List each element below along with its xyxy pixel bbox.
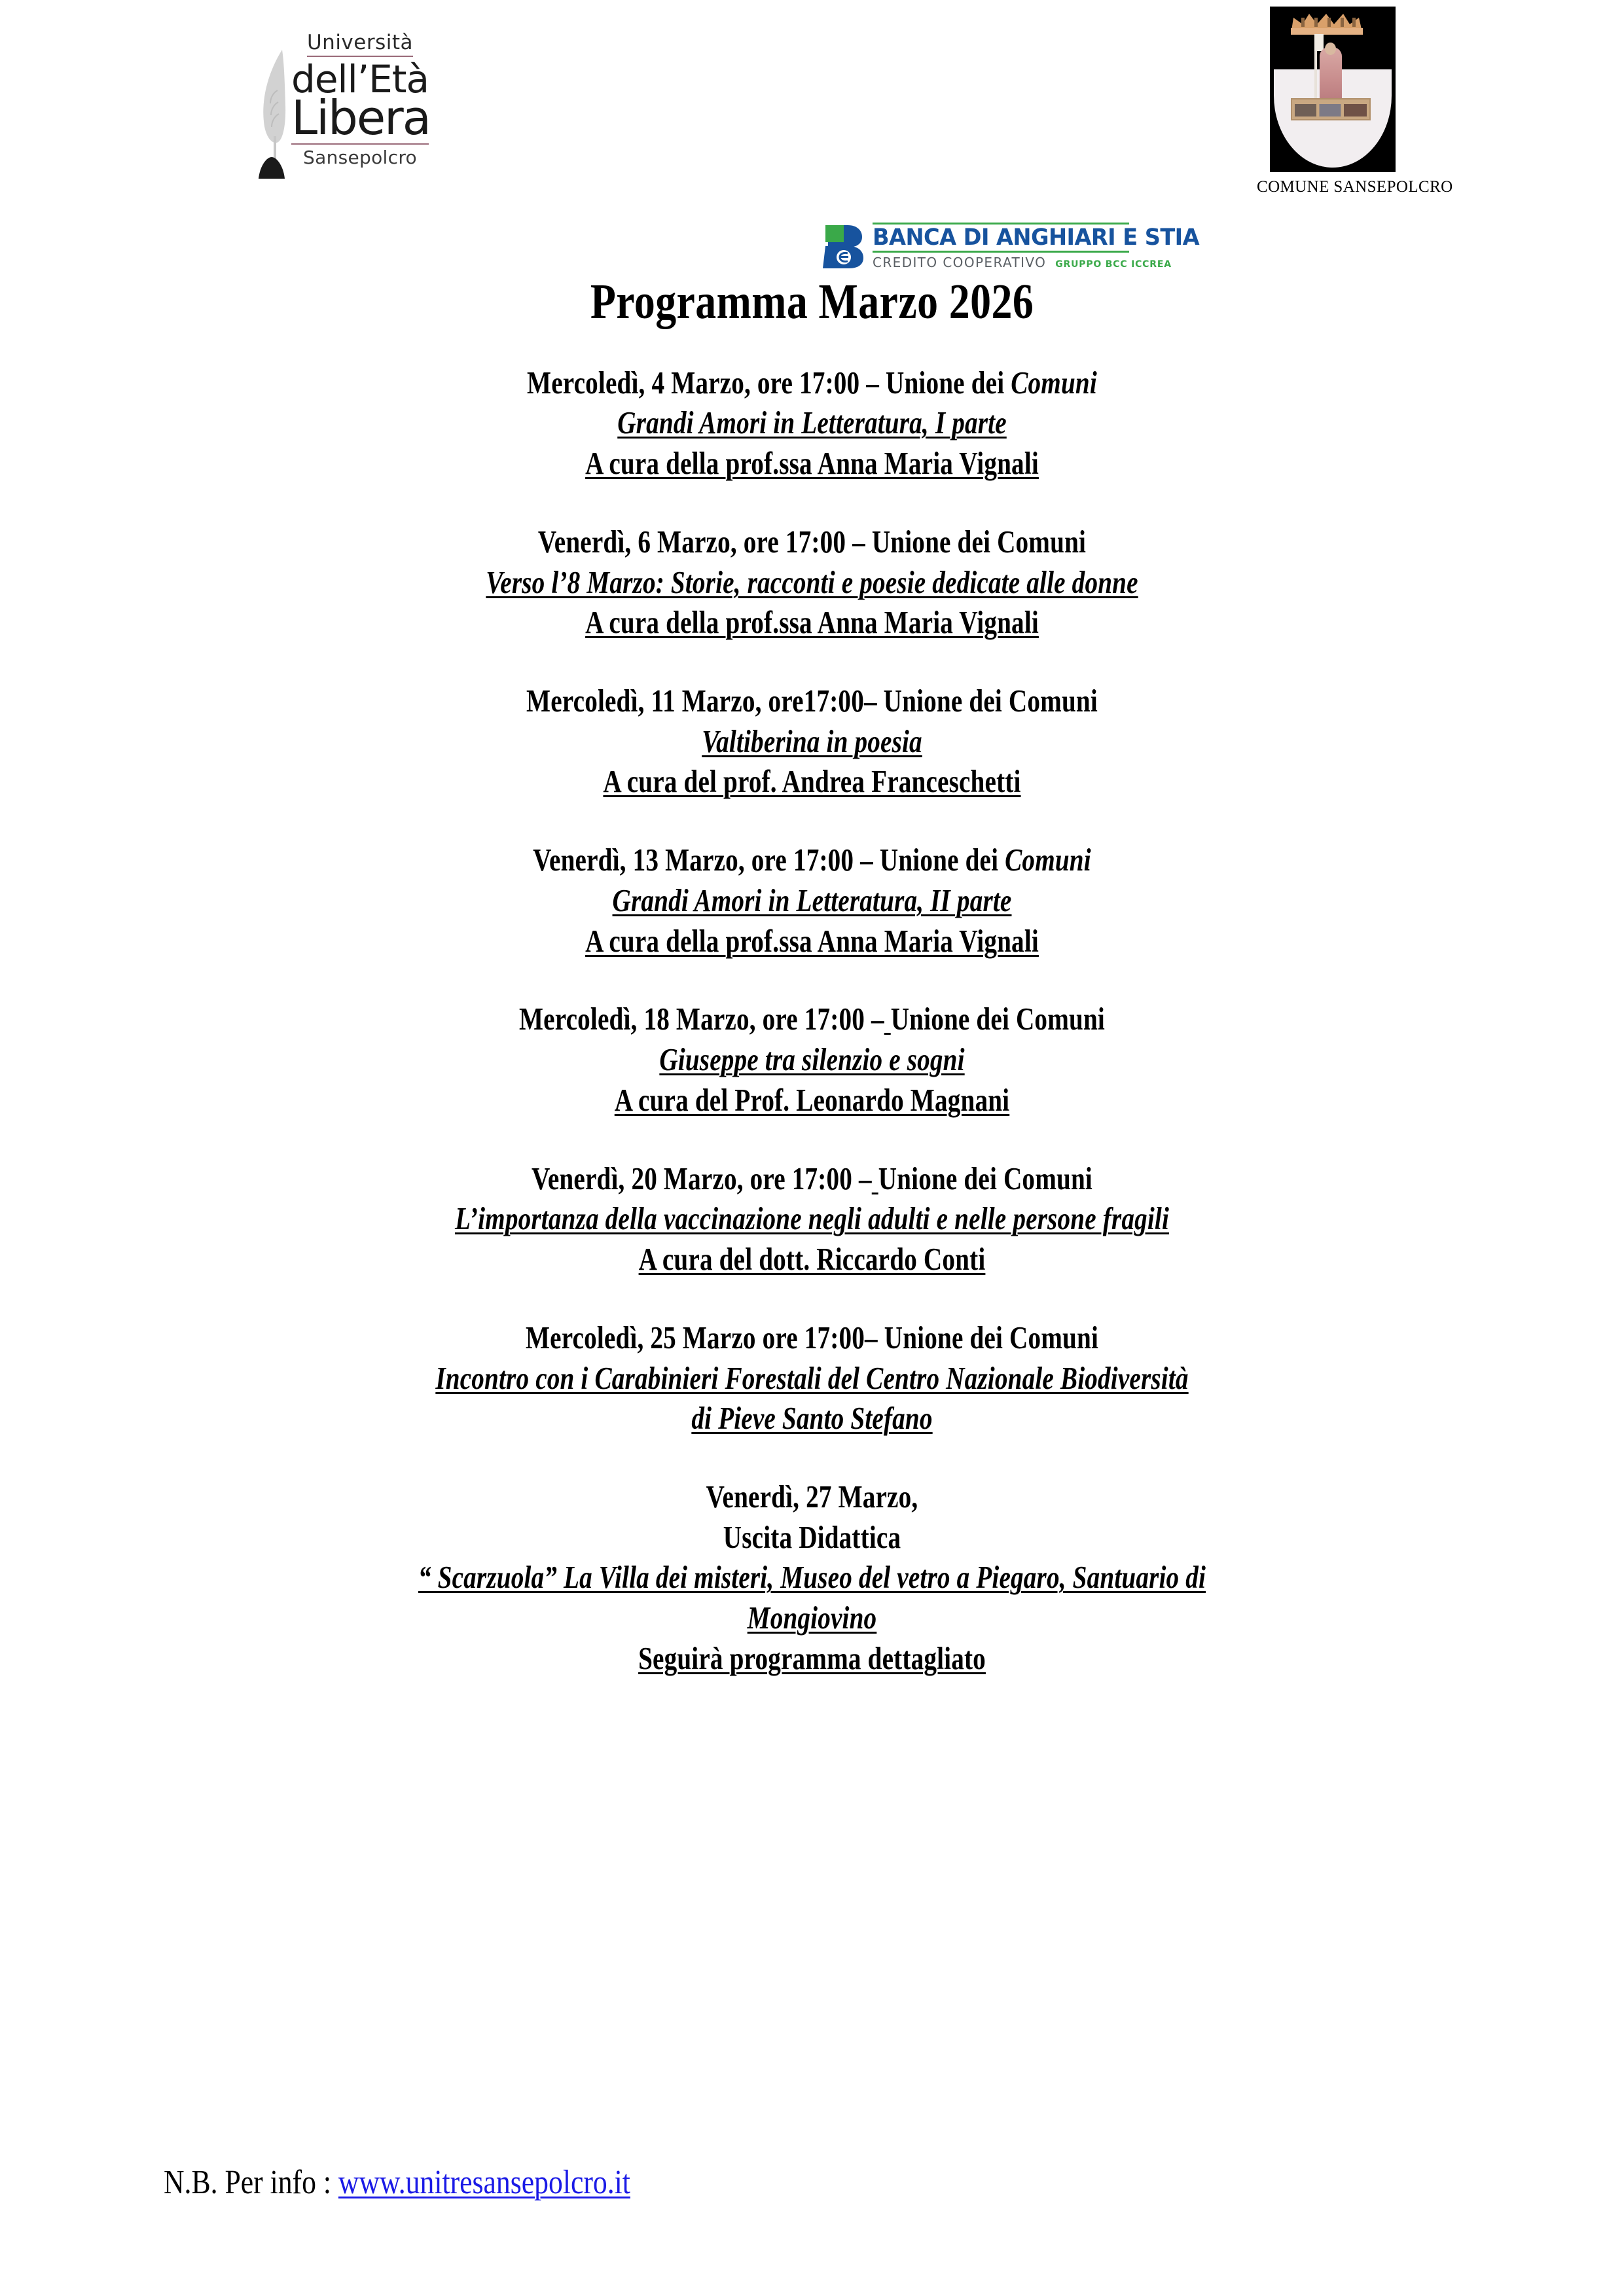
event-4-marzo-line-3: A cura della prof.ssa Anna Maria Vignali [585, 445, 1039, 482]
event-18-marzo-line-2: Giuseppe tra silenzio e sogni [659, 1041, 965, 1078]
risen-christ-figure [1320, 47, 1342, 102]
unitre-logo-line-sansepolcro: Sansepolcro [303, 147, 417, 168]
unitre-logo-line-libera: Libera [291, 90, 430, 145]
figure-head [1325, 43, 1336, 55]
event-11-marzo [151, 681, 1473, 802]
event-11-marzo-line-2: Valtiberina in poesia [702, 723, 922, 759]
event-20-marzo [151, 1158, 1473, 1280]
event-25-marzo [151, 1318, 1473, 1439]
event-27-marzo-line-1: Venerdì, 27 Marzo, [706, 1479, 918, 1515]
event-6-marzo-line-2: Verso l’8 Marzo: Storie, racconti e poesie dedicate alle donne [486, 564, 1138, 600]
event-6-marzo [151, 522, 1473, 643]
comune-sansepolcro-logo [1257, 7, 1479, 216]
footer-note-label: N.B. Per info : [164, 2164, 338, 2201]
banner-icon [1314, 34, 1324, 51]
event-27-marzo-line-4: Mongiovino [747, 1600, 877, 1636]
unitre-sansepolcro-logo [252, 31, 430, 200]
feather-quill-icon [256, 45, 297, 179]
crown-icon [1287, 10, 1379, 36]
event-18-marzo-line-1: Mercoledì, 18 Marzo, ore 17:00 – Unione dei Comuni [519, 1001, 1105, 1037]
bank-logo-text [873, 223, 1200, 270]
event-13-marzo-line-1: Venerdì, 13 Marzo, ore 17:00 – Unione dei Comuni [533, 842, 1091, 878]
unitre-logo-line-delleta: dell’Età [291, 57, 429, 101]
bcc-b-mark-icon [821, 224, 865, 270]
unitre-logo-line-universita: Università [307, 33, 413, 57]
header-logo-row [151, 0, 1473, 275]
event-25-marzo-line-3: di Pieve Santo Stefano [691, 1400, 933, 1437]
website-link[interactable]: www.unitresansepolcro.it [338, 2164, 630, 2201]
footer-info-note [164, 2163, 630, 2202]
event-25-marzo-line-2: Incontro con i Carabinieri Forestali del Centro Nazionale Biodiversità [435, 1359, 1189, 1396]
event-13-marzo-line-2: Grandi Amori in Letteratura, II parte [612, 882, 1012, 918]
comune-logo-caption: COMUNE SANSEPOLCRO [1257, 178, 1453, 196]
sansepolcro-coat-of-arms-icon [1270, 7, 1396, 172]
event-27-marzo-line-3: “ Scarzuola” La Villa dei misteri, Museo del vetro a Piegaro, Santuario di [418, 1559, 1206, 1596]
bank-logo-rule-bottom [873, 251, 1129, 253]
bank-logo-subtitle-row [873, 254, 1172, 270]
event-27-marzo [151, 1477, 1473, 1679]
bank-logo-group: GRUPPO BCC ICCREA [1055, 259, 1172, 270]
event-27-marzo-line-5: Seguirà programma dettagliato [638, 1640, 986, 1676]
event-4-marzo-line-1: Mercoledì, 4 Marzo, ore 17:00 – Unione dei Comuni [527, 364, 1097, 401]
event-18-marzo-line-3: A cura del Prof. Leonardo Magnani [614, 1081, 1010, 1118]
event-20-marzo-line-1: Venerdì, 20 Marzo, ore 17:00 – Unione dei Comuni [532, 1160, 1092, 1196]
event-11-marzo-line-3: A cura del prof. Andrea Franceschetti [603, 763, 1021, 800]
event-4-marzo-line-2: Grandi Amori in Letteratura, I parte [617, 404, 1007, 441]
banca-di-anghiari-e-stia-logo [821, 223, 1200, 281]
event-6-marzo-line-3: A cura della prof.ssa Anna Maria Vignali [585, 604, 1039, 641]
bank-logo-subtitle: CREDITO COOPERATIVO [873, 254, 1047, 270]
event-4-marzo [151, 363, 1473, 484]
event-20-marzo-line-3: A cura del dott. Riccardo Conti [638, 1241, 986, 1278]
event-13-marzo-line-3: A cura della prof.ssa Anna Maria Vignali [585, 922, 1039, 959]
page-title: Programma Marzo 2026 [590, 274, 1034, 329]
bank-logo-name: BANCA DI ANGHIARI E STIA [873, 224, 1200, 251]
event-27-marzo-line-2: Uscita Didattica [723, 1518, 901, 1555]
event-6-marzo-line-1: Venerdì, 6 Marzo, ore 17:00 – Unione dei Comuni [537, 523, 1087, 560]
event-18-marzo [151, 999, 1473, 1120]
program-event-list [151, 363, 1473, 1679]
unitre-logo-text [291, 33, 429, 167]
event-20-marzo-line-2: L’importanza della vaccinazione negli adulti e nelle persone fragili [454, 1200, 1170, 1237]
sepulchre-wall [1291, 98, 1371, 120]
event-11-marzo-line-1: Mercoledì, 11 Marzo, ore17:00– Unione dei Comuni [526, 683, 1098, 719]
event-25-marzo-line-1: Mercoledì, 25 Marzo ore 17:00– Unione dei Comuni [525, 1319, 1099, 1355]
event-13-marzo [151, 840, 1473, 961]
